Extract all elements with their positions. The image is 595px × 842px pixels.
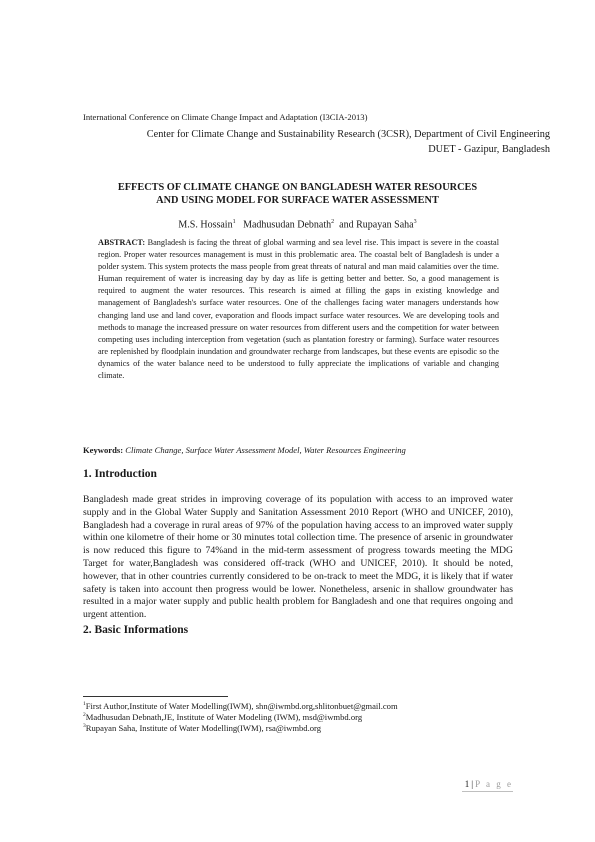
section-heading-basic-informations: 2. Basic Informations [83, 624, 189, 636]
conference-name: International Conference on Climate Change Impact and Adaptation (I3CIA-2013) [83, 112, 368, 122]
footnote-2-text: Madhusudan Debnath,JE, Institute of Water Modeling (IWM), msd@iwmbd.org [85, 712, 363, 722]
footnote-2 [83, 712, 362, 722]
footnote-1-mark: 1 [83, 701, 86, 708]
page-number-value: 1 [464, 779, 470, 789]
introduction-paragraph: Bangladesh made great strides in improving coverage of its population with access to an improved water supply and in the Global Water Supply and Sanitation Assessment 2010 Report (WHO and UNICEF, 2010), Bangladesh had a coverage in rural areas of 97% of the population having access to an improved water supply within one kilometre of their home or 30 minutes total collection time. The presence of arsenic in groundwater is now reduced this figure to 74%and in the mid-term assessment of progress towards meeting the MDG Target for water,Bangladesh was considered off-track (WHO and UNICEF, 2010). It should be noted, however, that in other countries currently considered to be on-track to meet the MDG, it is likely that if water safety is taken into account then progress would be lower. Nonetheless, arsenic in shallow groundwater has resulted in a major water supply and public health problem for Bangladesh and one that requires ongoing and urgent attention. [83, 494, 513, 621]
footnote-3-text: Rupayan Saha, Institute of Water Modelling(IWM), rsa@iwmbd.org [85, 723, 322, 733]
section-heading-introduction: 1. Introduction [83, 468, 157, 480]
abstract-label: ABSTRACT: [98, 238, 146, 247]
author-2: Madhusudan Debnath [243, 219, 332, 231]
author-list [60, 219, 535, 230]
abstract [98, 237, 499, 382]
footnote-3 [83, 723, 321, 733]
author-3-mark: 3 [413, 219, 417, 225]
footnote-divider [83, 696, 228, 697]
author-2-mark: 2 [331, 219, 335, 225]
keywords-label: Keywords: [83, 445, 124, 455]
footnote-2-mark: 2 [83, 712, 86, 719]
page-footer-rule [462, 791, 513, 792]
author-conjunction: and [339, 219, 354, 231]
keywords [83, 445, 406, 455]
author-3: Rupayan Saha [356, 219, 414, 231]
affiliation-line-1: Center for Climate Change and Sustainability Research (3CSR), Department of Civil Engineering [146, 129, 550, 140]
page-number-separator: | [471, 779, 474, 789]
footnote-1 [83, 701, 398, 711]
affiliation-line-2: DUET - Gazipur, Bangladesh [428, 144, 550, 155]
paper-title [60, 181, 535, 207]
paper-title-line-2: AND USING MODEL FOR SURFACE WATER ASSESSMENT [156, 195, 439, 206]
page-number [465, 779, 513, 789]
abstract-text: Bangladesh is facing the threat of global warming and sea level rise. This impact is severe in the coastal region. Proper water resources management is must in this problematic area. The coastal belt of Bangladesh is under a polder system. This system protects the mass people from great threats of natural and man maid calamities over the time. Human requirement of water is increasing day by day as life is getting better and better. So, a good management is required to augment the water resources. This research is aimed at filling the gaps in existing knowledge and management of Bangladesh's surface water resources. One of the challenges facing water managers understands how changing land use and land cover, evaporation and floods impact surface water resources. We are developing tools and methods to manage the increased pressure on water resources from different users and the competition for water between competing uses including interception from vegetation (such as plantation forestry or farming). Surface water resources are replenished by floodplain inundation and groundwater recharge from landscapes, but these events are episodic so the dynamics of the water balance need to be understood to fully appreciate the implications of variable and changing climate. [98, 238, 499, 381]
author-1: M.S. Hossain [178, 219, 233, 231]
footnote-3-mark: 3 [83, 723, 86, 730]
footnote-1-text: First Author,Institute of Water Modelling(IWM), shn@iwmbd.org,shlitonbuet@gmail.com [85, 701, 398, 711]
page-number-label: P a g e [475, 779, 513, 789]
paper-title-line-1: EFFECTS OF CLIMATE CHANGE ON BANGLADESH WATER RESOURCES [117, 182, 478, 193]
author-1-mark: 1 [232, 219, 236, 225]
keywords-text: Climate Change, Surface Water Assessment Model, Water Resources Engineering [125, 445, 406, 455]
affiliation-header [0, 127, 550, 157]
